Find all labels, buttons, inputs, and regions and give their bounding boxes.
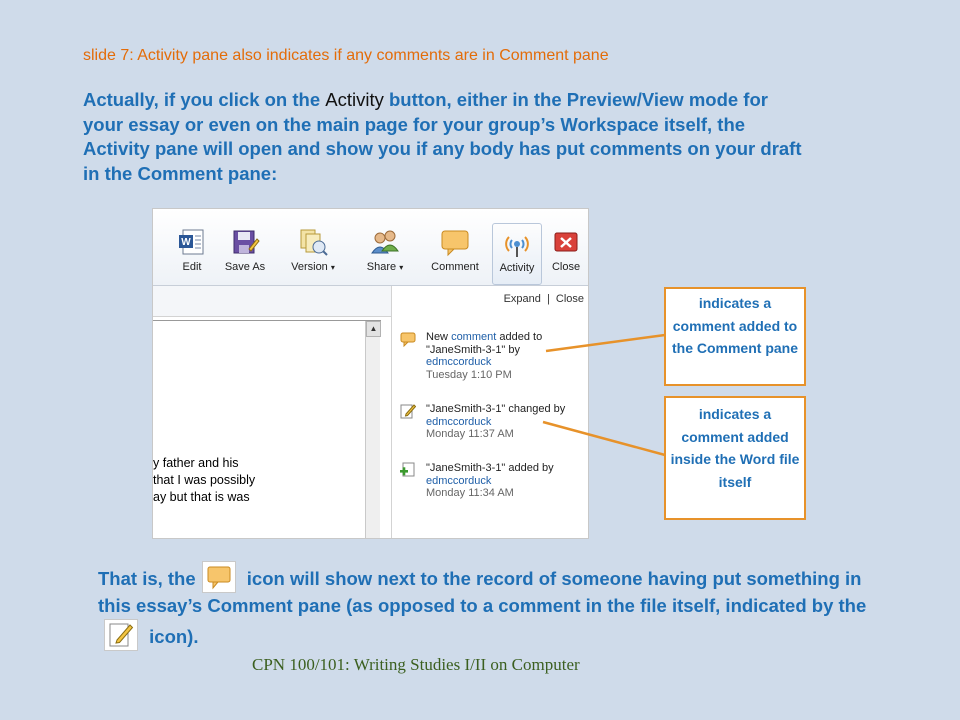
chevron-down-icon: ▾ xyxy=(330,263,335,272)
bottom-part2: icon will show next to the record of someone having put something in this essay’s Comment pane (as opposed to a comment in the file itself, indicated by the xyxy=(98,568,867,616)
entry-text: "JaneSmith-3-1" changed by xyxy=(426,403,566,415)
comment-link[interactable]: comment xyxy=(451,331,497,343)
bottom-part1: That is, the xyxy=(98,568,196,589)
save-as-label: Save As xyxy=(224,261,266,273)
connector-line xyxy=(543,422,665,455)
user-link[interactable]: edmccorduck xyxy=(426,474,492,487)
share-label: Share xyxy=(366,261,397,273)
intro-part1: Actually, if you click on the xyxy=(83,89,326,110)
entry-date: Monday 11:37 AM xyxy=(426,428,514,440)
entry-date: Monday 11:34 AM xyxy=(426,487,514,499)
comment-label: Comment xyxy=(431,261,479,273)
version-label: Version xyxy=(291,261,328,273)
close-label: Close xyxy=(551,261,581,273)
comment-bubble-icon xyxy=(202,561,236,593)
intro-part2: button, either in the Preview/View mode for your essay or even on the main page for your group’s Workspace itself, the Activity pane will open and show you if any body has put comments on your draft in the Comment pane: xyxy=(83,89,802,184)
callout-comment-pane: indicates a comment added to the Comment pane xyxy=(664,287,806,386)
document-line: that I was possibly xyxy=(153,473,256,487)
intro-activity-keyword: Activity xyxy=(325,89,384,110)
user-link[interactable]: edmccorduck xyxy=(426,415,492,428)
entry-text: added to "JaneSmith-3-1" by xyxy=(426,331,543,356)
activity-label: Activity xyxy=(499,262,535,274)
edit-pencil-icon xyxy=(104,619,138,651)
entry-text: New xyxy=(426,331,452,343)
connector-line xyxy=(546,335,665,351)
callout-word-file: indicates a comment added inside the Word file itself xyxy=(664,396,806,520)
document-line: y father and his xyxy=(153,456,239,470)
footer: CPN 100/101: Writing Studies I/II on Computer xyxy=(252,655,580,674)
chevron-down-icon: ▾ xyxy=(399,263,404,272)
entry-text: "JaneSmith-3-1" added by xyxy=(426,462,554,474)
edit-label: Edit xyxy=(182,261,202,273)
user-link[interactable]: edmccorduck xyxy=(426,356,492,368)
header-separator: | xyxy=(546,293,550,305)
scroll-up-arrow-icon[interactable]: ▲ xyxy=(366,321,381,337)
bottom-paragraph xyxy=(98,561,878,651)
close-pane-link[interactable]: Close xyxy=(555,293,584,305)
svg-text:W: W xyxy=(181,237,191,248)
document-line: ay but that is was xyxy=(153,490,250,504)
expand-link[interactable]: Expand xyxy=(503,293,541,305)
entry-date: Tuesday 1:10 PM xyxy=(426,368,512,381)
bottom-part3: icon). xyxy=(144,626,199,647)
slide-title: slide 7: Activity pane also indicates if any comments are in Comment pane xyxy=(83,47,609,64)
